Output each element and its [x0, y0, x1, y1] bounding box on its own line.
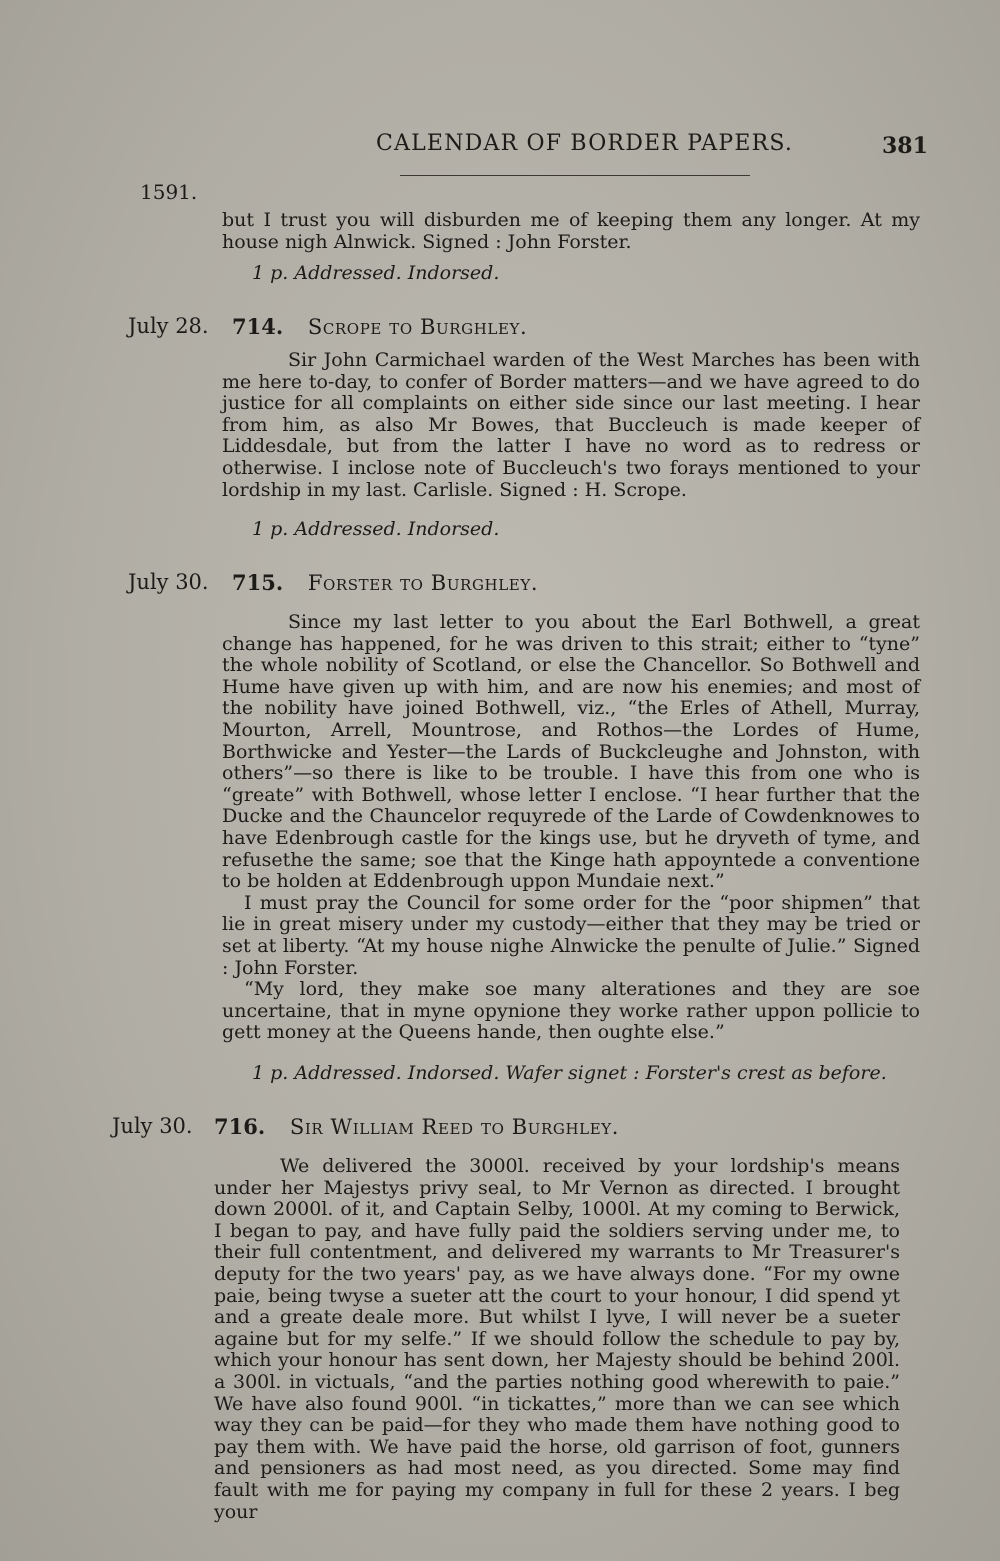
- entry-716-number: 716.: [214, 1114, 266, 1139]
- entry-715-heading: [232, 570, 538, 595]
- entry-714-note: 1 p. Addressed. Indorsed.: [252, 518, 500, 540]
- entry-714-title: Scrope to Burghley.: [307, 315, 528, 339]
- page-number: 381: [882, 133, 928, 159]
- entry-716-paragraph: We delivered the 3000l. received by your lordship's means under her Majestys privy seal, to Mr Vernon as directed. I brought down 2000l. of it, and Captain Selby, 1000l. At my coming to Berwick, I began to pay, and have fully paid the soldiers serving under me, to their full contentment, and delivered my warrants to Mr Treasurer's deputy for the two years' pay, as we have always done. “For my owne paie, being twyse a sueter att the court to your honour, I did spend yt and a greate deale more. But whilst I lyve, I will never be a sueter againe but for my selfe.” If we should follow the schedule to pay by, which your honour has sent down, her Majesty should be behind 200l. a 300l. in victuals, “and the parties nothing good wherewith to paie.” We have also found 900l. “in tickattes,” more than we can see which way they can be paid—for they who made them have nothing good to pay them with. We have paid the horse, old garrison of foot, gunners and pensioners as had most need, as you directed. Some may find fault with me for paying my company in full for these 2 years. I beg your: [214, 1155, 900, 1523]
- page-header: [0, 131, 1000, 171]
- entry-716-text: [214, 1156, 900, 1523]
- entry-714-paragraph: Sir John Carmichael warden of the West Marches has been with me here to-day, to confer of Border matters—and we have agreed to do justice for all complaints on either side since our last meeting. I hear from him, as also Mr Bowes, that Buccleuch is made keeper of Liddesdale, but from the latter I have no word as to redress or otherwise. I inclose note of Buccleuch's two forays mentioned to your lordship in my last. Carlisle. Signed : H. Scrope.: [222, 349, 920, 501]
- entry-715-paragraph-3: “My lord, they make soe many alterationes and they are soe uncertaine, that in myne opynione they worke rather uppon pollicie to gett money at the Queens hande, then oughte else.”: [222, 978, 920, 1044]
- entry-715-paragraph-1: Since my last letter to you about the Earl Bothwell, a great change has happened, for he was driven to this strait; either to “tyne” the whole nobility of Scotland, or else the Chancellor. So Bothwell and Hume have given up with him, and are now his enemies; and most of the nobility have joined Bothwell, viz., “the Erles of Athell, Murray, Mourton, Arrell, Mountrose, and Rothos—the Lordes of Hume, Borthwicke and Yester—the Lards of Buckcleughe and Johnston, with others”—so there is like to be trouble. I have this from one who is “greate” with Bothwell, whose letter I enclose. “I hear further that the Ducke and the Chauncelor requyrede of the Larde of Cowdenknowes to have Edenbrough castle for the kings use, but he dryveth of tyme, and refusethe the same; soe that the Kinge hath appoyntede a conventione to be holden at Eddenbrough uppon Mundaie next.”: [222, 611, 920, 893]
- entry-714-text: [222, 350, 920, 501]
- entry-715-number: 715.: [232, 570, 284, 595]
- continuation-text: but I trust you will disburden me of keeping them any longer. At my house nigh Alnwick. Signed : John Forster.: [222, 209, 920, 253]
- entry-714-number: 714.: [232, 314, 284, 339]
- entry-716-date: July 30.: [112, 1114, 193, 1138]
- entry-715-paragraph-2: I must pray the Council for some order for the “poor shipmen” that lie in great misery under my custody—either that they may be tried or set at liberty. “At my house nighe Alnwicke the penulte of Julie.” Signed : John Forster.: [222, 891, 920, 979]
- margin-year: 1591.: [140, 180, 198, 204]
- entry-715-title: Forster to Burghley.: [307, 571, 539, 595]
- continuation-note: 1 p. Addressed. Indorsed.: [252, 262, 500, 284]
- entry-716-title: Sir William Reed to Burghley.: [289, 1115, 620, 1139]
- header-rule: [400, 175, 750, 176]
- entry-716-heading: [214, 1114, 619, 1139]
- entry-715-date: July 30.: [128, 570, 209, 594]
- entry-714-date: July 28.: [128, 314, 209, 338]
- entry-715-text: [222, 612, 920, 1044]
- entry-715-note: 1 p. Addressed. Indorsed. Wafer signet : Forster's crest as before.: [252, 1062, 887, 1084]
- entry-714-heading: [232, 314, 527, 339]
- running-title: CALENDAR OF BORDER PAPERS.: [376, 131, 794, 156]
